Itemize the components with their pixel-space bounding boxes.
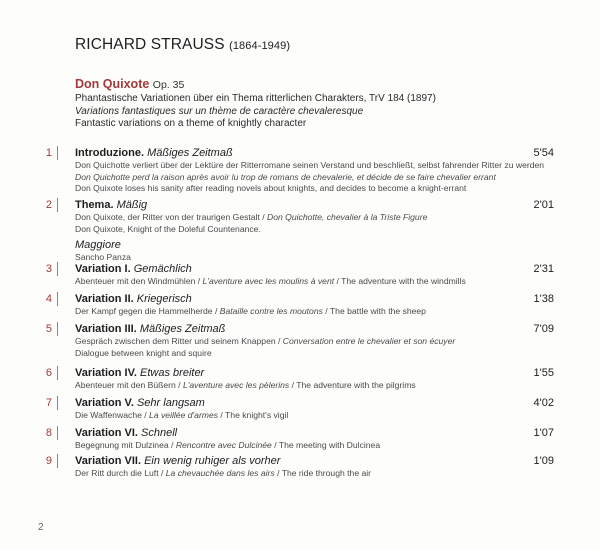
work-subtitle-fr: Variations fantastiques sur un thème de caractère chevaleresque: [75, 105, 364, 117]
track-body: [75, 426, 555, 452]
track-description: [75, 380, 555, 392]
track-tempo: Etwas breiter: [140, 367, 205, 379]
track-title: [75, 292, 555, 306]
track-duration: 5'54: [533, 147, 554, 159]
track-duration: 4'02: [533, 397, 554, 409]
track-description: [75, 224, 555, 236]
work-title: [75, 77, 575, 93]
track-number: 1: [28, 146, 58, 160]
track-title: [75, 198, 555, 212]
track-description: [75, 183, 555, 195]
track-number: 4: [28, 292, 58, 306]
desc-fr: Conversation entre le chevalier et son écuyer: [282, 336, 456, 346]
track-number: 3: [28, 262, 58, 276]
work-subtitle-en: Fantastic variations on a theme of knightly character: [75, 118, 307, 129]
track-label: Variation VII.: [75, 455, 142, 467]
desc-en: / The knight's vigil: [218, 410, 289, 420]
desc-de: Der Ritt durch die Luft /: [75, 468, 166, 478]
composer-years: (1864-1949): [229, 40, 291, 52]
track-label: Variation I.: [75, 263, 131, 275]
desc-en: / The ride through the air: [274, 468, 372, 478]
track-description: [75, 160, 555, 172]
track-label: Variation II.: [75, 293, 134, 305]
desc-fr: L'aventure avec les moulins à vent: [202, 276, 335, 286]
desc-en: / The adventure with the windmills: [334, 276, 466, 286]
track-number: 2: [28, 198, 58, 212]
track-duration: 7'09: [533, 323, 554, 335]
desc-de: Abenteuer mit den Windmühlen /: [75, 276, 203, 286]
track-body: [75, 292, 555, 318]
work-opus: Op. 35: [152, 79, 185, 91]
track-title: [75, 396, 555, 410]
desc-fr: La chevauchée dans les airs: [165, 468, 275, 478]
desc-de: Don Quixote, der Ritter von der traurigen Gestalt /: [75, 212, 268, 222]
track-title: [75, 454, 555, 468]
composer-name: RICHARD STRAUSS: [75, 36, 225, 53]
desc-fr: Bataille contre les moutons: [219, 306, 323, 316]
track-description: [75, 468, 555, 480]
desc-fr: La veillée d'armes: [149, 410, 219, 420]
work-name: Don Quixote: [75, 77, 150, 91]
track-number: 6: [28, 366, 58, 380]
track-title: [75, 146, 555, 160]
desc-de: Gespräch zwischen dem Ritter und seinem Knappen /: [75, 336, 283, 346]
desc-en: / The adventure with the pilgrims: [289, 380, 416, 390]
track-body: [75, 396, 555, 422]
track-tempo: Sehr langsam: [136, 397, 205, 409]
track-subsection-description: Sancho Panza: [75, 252, 131, 262]
desc-en: / The battle with the sheep: [322, 306, 426, 316]
track-title: [75, 426, 555, 440]
track-duration: 2'31: [533, 263, 554, 275]
desc-de: Die Waffenwache /: [75, 410, 150, 420]
desc-en: Dialogue between knight and squire: [75, 347, 212, 358]
composer-heading: [75, 36, 290, 54]
track-description: [75, 348, 555, 360]
track-body: [75, 146, 555, 195]
track-description: [75, 276, 555, 288]
track-duration: 1'07: [533, 427, 554, 439]
track-number: 5: [28, 322, 58, 336]
track-label: Thema.: [75, 199, 114, 211]
track-tempo: Gemächlich: [133, 263, 192, 275]
track-label: Variation IV.: [75, 367, 137, 379]
desc-fr: Rencontre avec Dulcinée: [175, 440, 272, 450]
track-description: [75, 212, 555, 224]
track-body: [75, 454, 555, 480]
track-number: 7: [28, 396, 58, 410]
track-title: [75, 366, 555, 380]
track-duration: 2'01: [533, 199, 554, 211]
track-duration: 1'09: [533, 455, 554, 467]
desc-fr: L'aventure avec les pèlerins: [182, 380, 290, 390]
track-number: 9: [28, 454, 58, 468]
track-tempo: Schnell: [141, 427, 178, 439]
track-label: Variation VI.: [75, 427, 138, 439]
track-title: [75, 322, 555, 336]
track-description: [75, 336, 555, 348]
desc-en: Don Quixote, Knight of the Doleful Countenance.: [75, 223, 261, 234]
track-label: Introduzione.: [75, 147, 145, 159]
desc-de: Abenteuer mit den Büßern /: [75, 380, 183, 390]
desc-en: Don Quixote loses his sanity after reading novels about knights, and decides to become a knight-errant: [75, 183, 467, 193]
desc-de: Der Kampf gegen die Hammelherde /: [75, 306, 220, 316]
track-duration: 1'38: [533, 293, 554, 305]
desc-de: Begegnung mit Dulzinea /: [75, 440, 176, 450]
track-body: [75, 198, 555, 264]
track-tempo: Kriegerisch: [136, 293, 192, 305]
track-tempo: Ein wenig ruhiger als vorher: [144, 455, 281, 467]
track-description: [75, 410, 555, 422]
track-label: Variation V.: [75, 397, 134, 409]
desc-en: / The meeting with Dulcinea: [271, 440, 381, 450]
track-duration: 1'55: [533, 367, 554, 379]
track-description: [75, 440, 555, 452]
track-number: 8: [28, 426, 58, 440]
track-tempo: Mäßig: [116, 199, 148, 211]
track-body: [75, 366, 555, 392]
page-number: 2: [38, 522, 44, 533]
track-title: [75, 262, 555, 276]
track-tempo: Mäßiges Zeitmaß: [147, 147, 233, 159]
track-label: Variation III.: [75, 323, 137, 335]
track-tempo: Mäßiges Zeitmaß: [139, 323, 226, 335]
track-body: [75, 262, 555, 288]
track-body: [75, 322, 555, 359]
track-subsection-title: Maggiore: [75, 239, 121, 251]
work-subtitle-de: Phantastische Variationen über ein Thema ritterlichen Charakters, TrV 184 (1897): [75, 93, 436, 104]
track-description: [75, 172, 555, 184]
desc-de: Don Quichotte verliert über der Lektüre der Ritterromane seinen Verstand und beschließt, selbst fahrender Ritter zu werden: [75, 160, 545, 170]
desc-fr: Don Quichotte perd la raison après avoir lu trop de romans de chevalerie, et décide de se faire chevalier errant: [75, 171, 496, 182]
desc-fr: Don Quichotte, chevalier à la Triste Figure: [267, 212, 428, 222]
track-description: [75, 306, 555, 318]
work-header: [75, 77, 575, 131]
